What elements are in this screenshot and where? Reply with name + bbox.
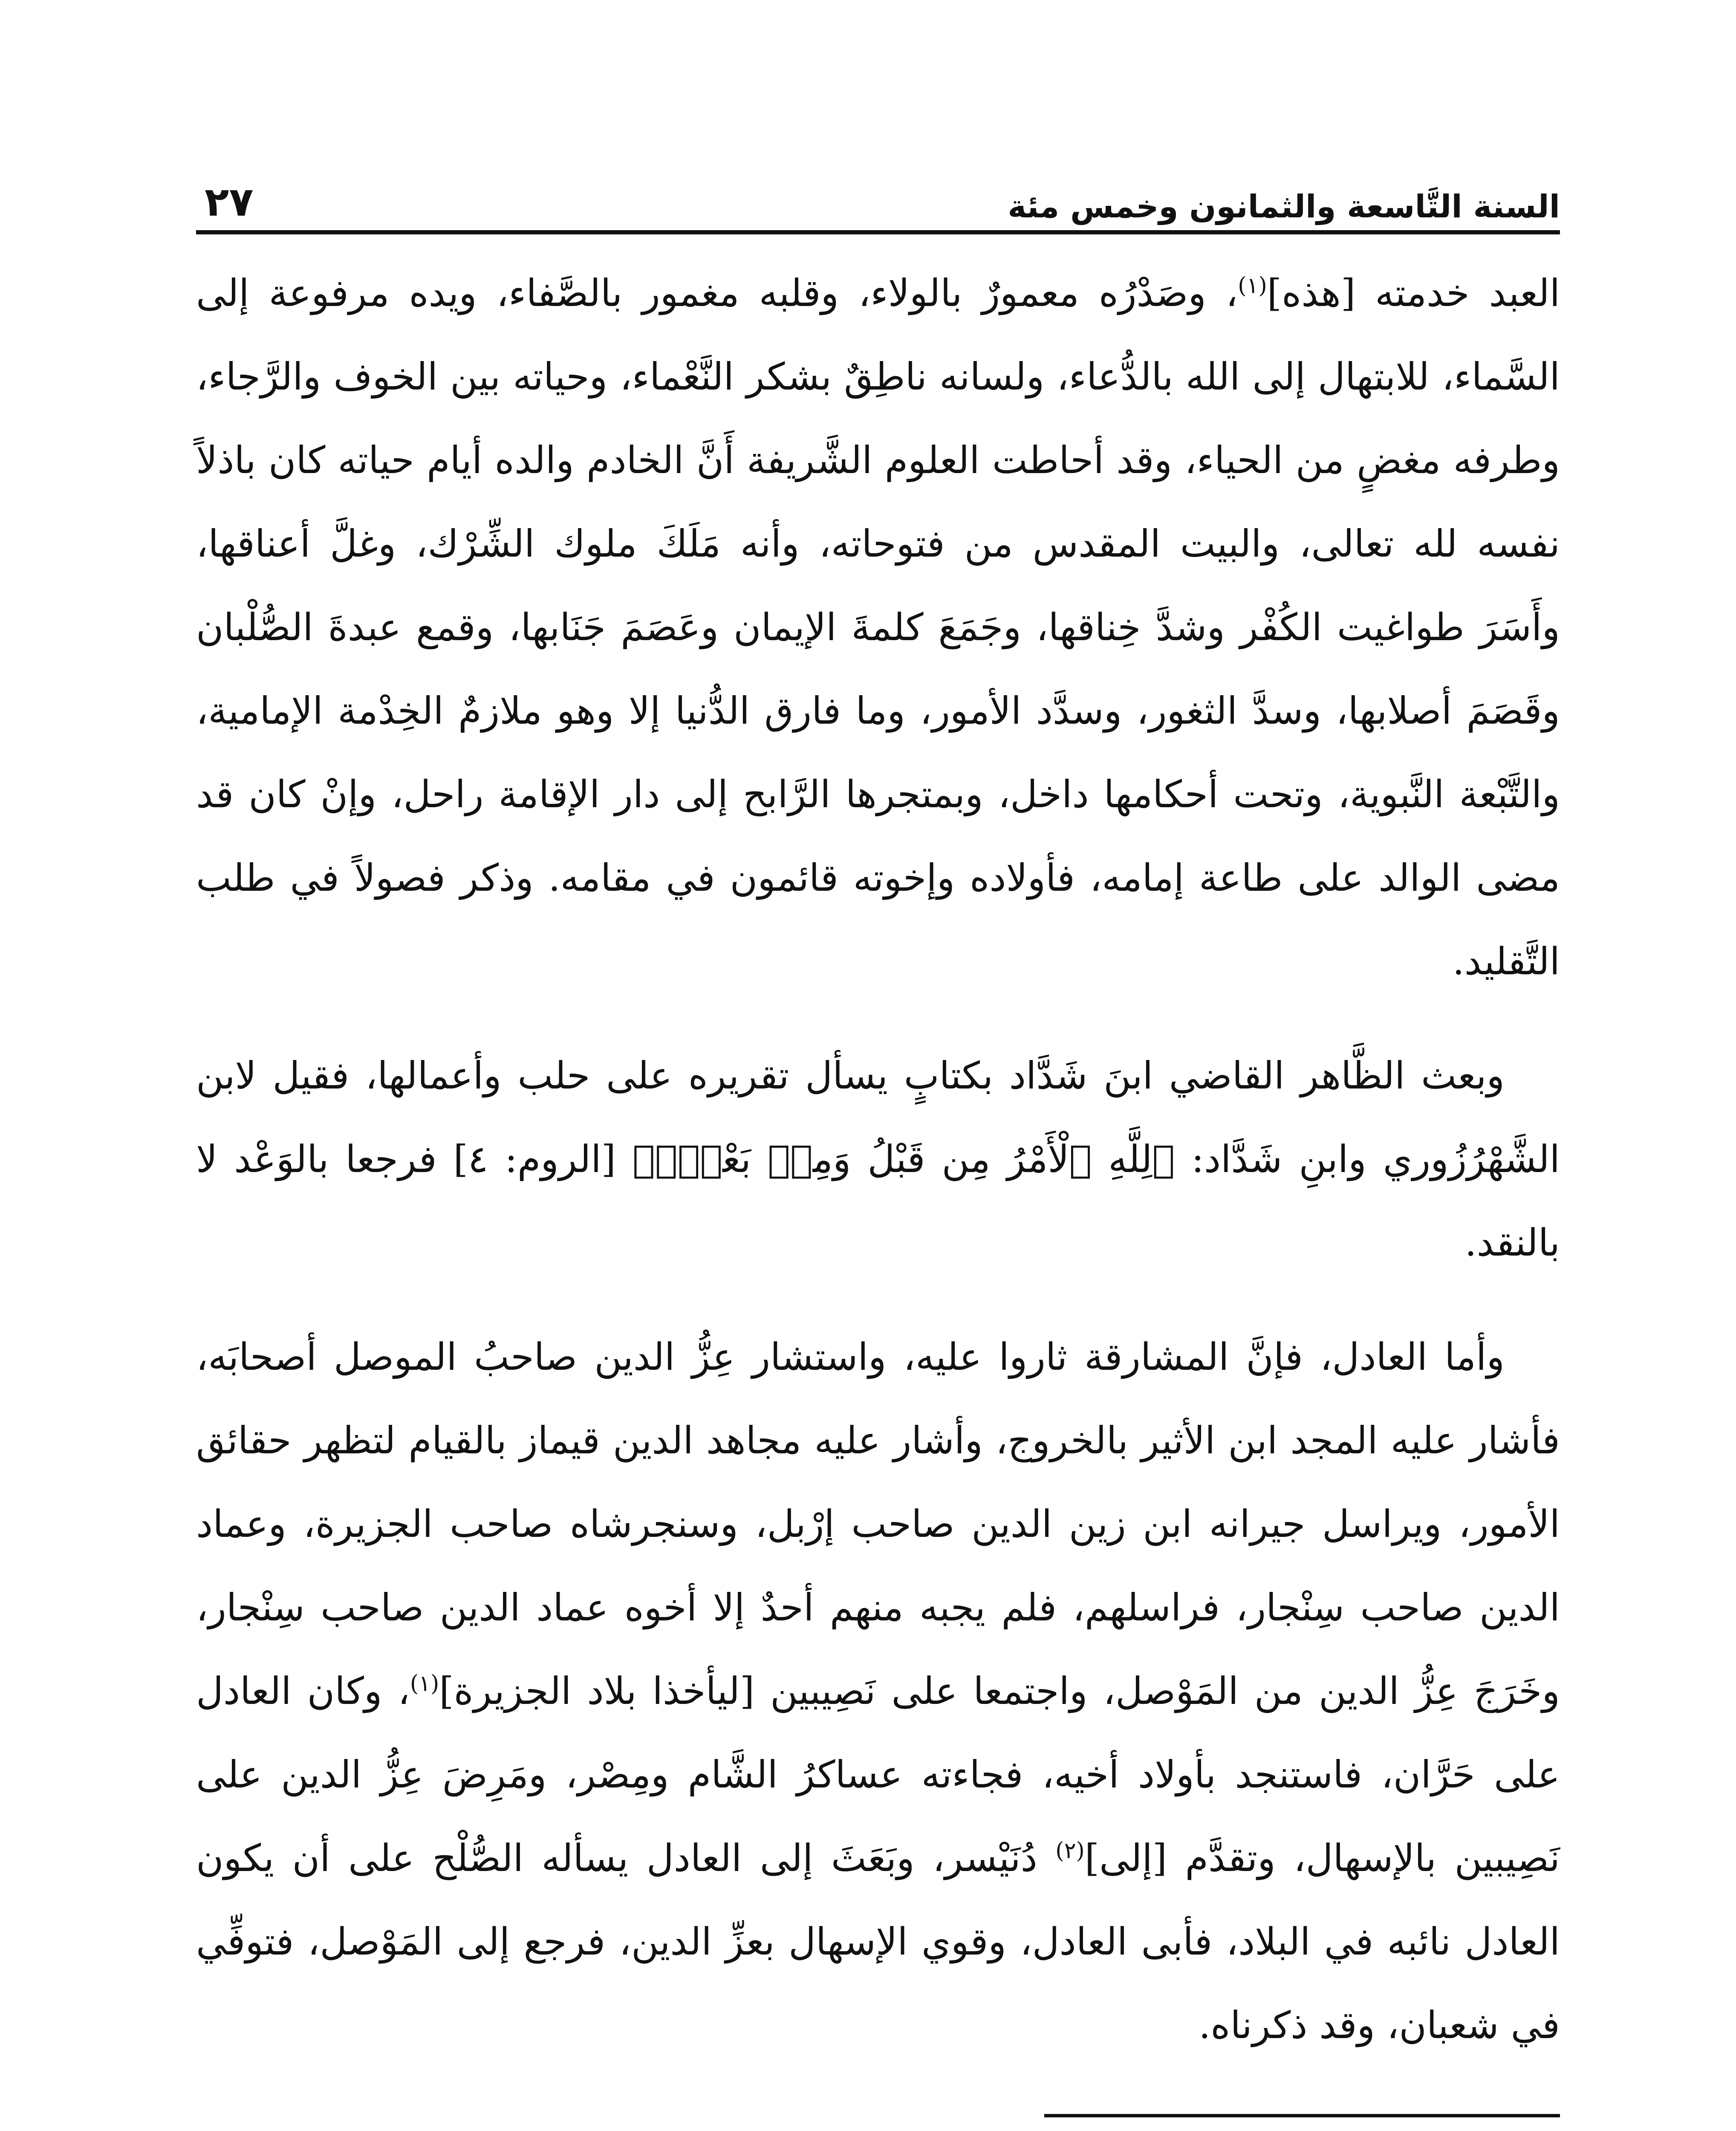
footnote-ref-2: (٢) [1055,1838,1085,1864]
body-text [196,251,1560,2067]
paragraph-1 [196,251,1560,1003]
paragraph-3 [196,1315,1560,2067]
running-header [196,162,1560,234]
paragraph-2-text-2: [الروم: ٤] فرجعا بالوَعْد لا بالنقد. [196,1137,1560,1265]
paragraph-3-text-3: دُنَيْسر، وبَعَثَ إلى العادل يسأله الصُّلْح على أن يكون العادل نائبه في البلاد، فأبى العادل، وقوي الإسهال بعزِّ الدين، فرجع إلى المَوْصل، فتوفِّي في شعبان، وقد ذكرناه. [196,1836,1560,2047]
footnote-separator [1044,2114,1560,2117]
paragraph-1-text-1: العبد خدمته [هذه] [1267,271,1560,315]
footnotes [196,2114,1560,2131]
chapter-title: السنة التَّاسعة والثمانون وخمس مئة [1008,188,1560,225]
footnote-ref-1: (١) [1238,273,1267,299]
footnote-ref-1b: (١) [410,1671,439,1697]
quran-quote: ﴿لِلَّهِ ٱلْأَمْرُ مِن قَبْلُ وَمِنۢ بَعْدُۚ﴾ [632,1137,1175,1181]
book-page [196,162,1560,2131]
paragraph-3-text-1: وأما العادل، فإنَّ المشارقة ثاروا عليه، واستشار عِزُّ الدين صاحبُ الموصل أصحابَه، فأشار عليه المجد ابن الأثير بالخروج، وأشار عليه مجاهد الدين قيماز بالقيام لتظهر حقائق الأمور، ويراسل جيرانه ابن زين الدين صاحب إرْبل، وسنجرشاه صاحب الجزيرة، وعماد الدين صاحب سِنْجار، فراسلهم، فلم يجبه منهم أحدٌ إلا أخوه عماد الدين صاحب سِنْجار، وخَرَجَ عِزُّ الدين من المَوْصل، واجتمعا على نَصِيبين [ليأخذا بلاد الجزيرة] [196,1335,1560,1713]
page-number: ٢٧ [205,179,254,225]
paragraph-3-text-2: ، وكان العادل على حَرَّان، فاستنجد بأولاد أخيه، فجاءته عساكرُ الشَّام ومِصْر، ومَرِضَ عِزُّ الدين على نَصِيبين بالإسهال، وتقدَّم [إلى] [196,1669,1560,1880]
paragraph-2 [196,1034,1560,1285]
paragraph-2-text-1: وبعث الظَّاهر القاضي ابنَ شَدَّاد بكتابٍ يسأل تقريره على حلب وأعمالها، فقيل لابن الشَّهْرُزُوري وابنِ شَدَّاد: [196,1054,1560,1181]
paragraph-1-text-2: ، وصَدْرُه معمورٌ بالولاء، وقلبه مغمور بالصَّفاء، ويده مرفوعة إلى السَّماء، للابتهال إلى الله بالدُّعاء، ولسانه ناطِقٌ بشكر النَّعْماء، وحياته بين الخوف والرَّجاء، وطرفه مغضٍ من الحياء، وقد أحاطت العلوم الشَّريفة أَنَّ الخادم والده أيام حياته كان باذلاً نفسه لله تعالى، والبيت المقدس من فتوحاته، وأنه مَلَكَ ملوك الشِّرْك، وغلَّ أعناقها، وأَسَرَ طواغيت الكُفْر وشدَّ خِناقها، وجَمَعَ كلمةَ الإيمان وعَصَمَ جَنَابها، وقمع عبدةَ الصُّلْبان وقَصَمَ أصلابها، وسدَّ الثغور، وسدَّد الأمور، وما فارق الدُّنيا إلا وهو ملازمٌ الخِدْمة الإمامية، والتَّبْعة النَّبوية، وتحت أحكامها داخل، وبمتجرها الرَّابح إلى دار الإقامة راحل، وإنْ كان قد مضى الوالد على طاعة إمامه، فأولاده وإخوته قائمون في مقامه. وذكر فصولاً في طلب التَّقليد. [196,271,1560,983]
